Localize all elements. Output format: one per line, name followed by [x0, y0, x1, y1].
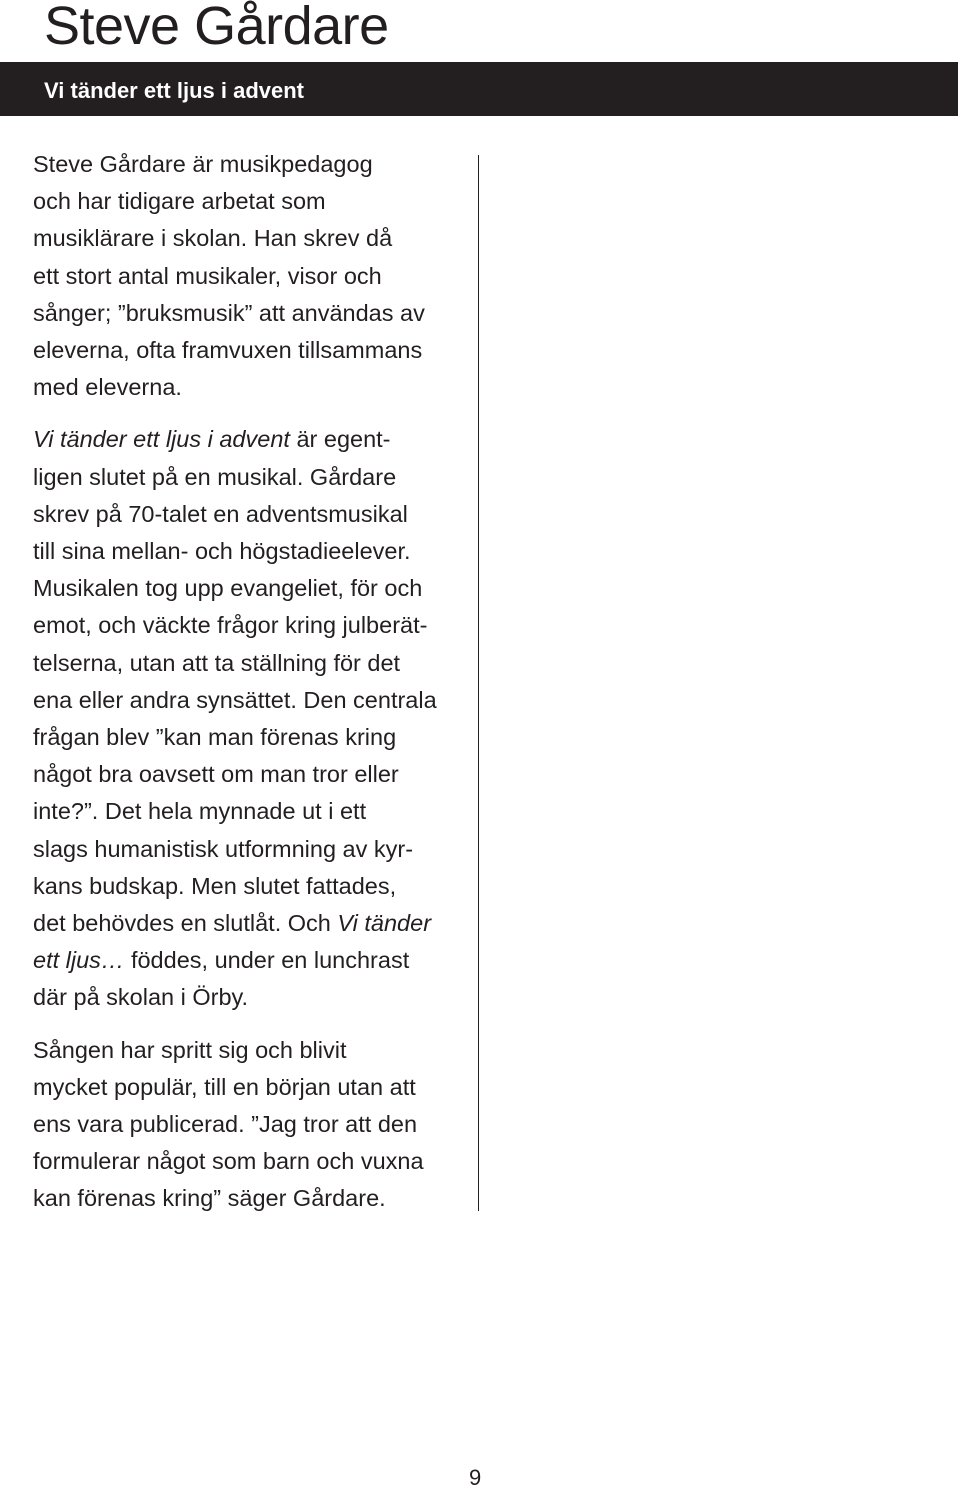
paragraph-popularity: [0, 1032, 470, 1218]
text-line: Steve Gårdare är musikpedagog: [33, 151, 373, 177]
text-line: eleverna, ofta framvuxen tillsammans: [33, 337, 423, 364]
text-line: formulerar något som barn och vuxna: [33, 1148, 424, 1175]
text-fragment: det behövdes en slutlåt. Och: [33, 910, 338, 937]
column-divider: [478, 155, 479, 1211]
text-line: Musikalen tog upp evangeliet, för och: [33, 575, 423, 602]
page-title: Steve Gårdare: [44, 0, 389, 56]
page-number: 9: [469, 1465, 482, 1490]
text-line: och har tidigare arbetat som: [33, 188, 326, 215]
text-line: kan förenas kring” säger Gårdare.: [33, 1185, 386, 1212]
text-line: musiklärare i skolan. Han skrev då: [33, 225, 393, 252]
text-line: skrev på 70-talet en adventsmusikal: [33, 500, 408, 527]
text-line: kans budskap. Men slutet fattades,: [33, 872, 397, 899]
text-line: slags humanistisk utformning av kyr-: [33, 835, 414, 862]
text-line: där på skolan i Örby.: [33, 984, 249, 1011]
text-line: ligen slutet på en musikal. Gårdare: [33, 463, 397, 490]
text-line: något bra oavsett om man tror eller: [33, 761, 399, 788]
song-title-italic: Vi tänder: [337, 910, 432, 937]
paragraph-history: [0, 421, 470, 1016]
text-line: telserna, utan att ta ställning för det: [33, 649, 401, 676]
text-line: mycket populär, till en början utan att: [33, 1073, 416, 1100]
song-title-italic: ett ljus…: [33, 947, 125, 974]
article-body: [0, 146, 470, 1218]
text-line: sånger; ”bruksmusik” att användas av: [33, 299, 425, 326]
text-line: ett stort antal musikaler, visor och: [33, 262, 382, 289]
subtitle-banner: [0, 62, 958, 116]
paragraph-intro: [0, 146, 470, 406]
text-line: med eleverna.: [33, 374, 182, 401]
text-line: till sina mellan- och högstadieelever.: [33, 538, 411, 565]
song-title: Vi tänder ett ljus i advent: [44, 78, 304, 103]
text-line: inte?”. Det hela mynnade ut i ett: [33, 798, 367, 825]
text-fragment: föddes, under en lunchrast: [124, 947, 410, 974]
text-line: Sången har spritt sig och blivit: [33, 1036, 347, 1063]
text-line: emot, och väckte frågor kring julberät-: [33, 612, 428, 639]
text-line: [0, 421, 470, 458]
text-line: frågan blev ”kan man förenas kring: [33, 724, 397, 751]
text-line: ena eller andra synsättet. Den centrala: [33, 686, 437, 713]
text-line: ens vara publicerad. ”Jag tror att den: [33, 1111, 418, 1138]
text-line: [0, 905, 470, 942]
text-line: [0, 942, 470, 979]
text-fragment: är egent-: [289, 426, 391, 453]
song-title-italic: Vi tänder ett ljus i advent: [33, 426, 290, 453]
